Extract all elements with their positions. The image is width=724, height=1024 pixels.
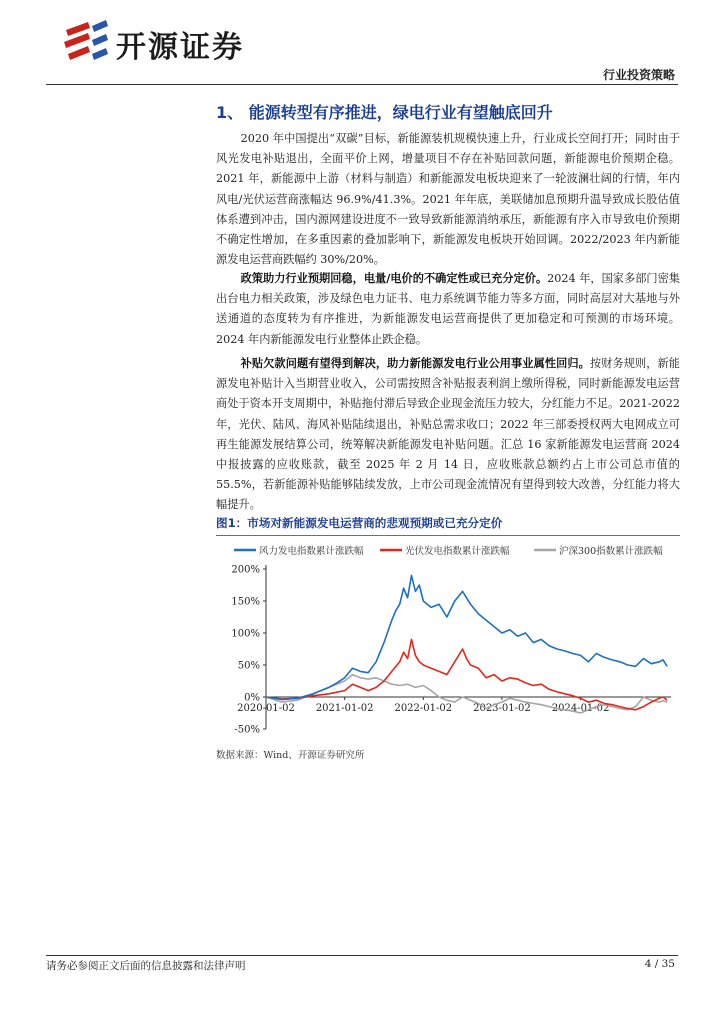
legend-label-2: 光伏发电指数累计涨跌幅: [405, 546, 510, 557]
logo-mark-icon: [64, 20, 108, 60]
paragraph-2: [216, 268, 680, 350]
x-tick-label-4: 2023-01-02: [473, 703, 531, 714]
series-line-1: [266, 575, 667, 699]
footer-disclaimer: 请务必参阅正文后面的信息披露和法律声明: [46, 960, 246, 972]
y-tick-label-5: 0%: [244, 692, 260, 704]
chart-axes: [231, 565, 671, 736]
y-tick-label-4: 50%: [237, 660, 260, 672]
section-label: 行业投资策略: [602, 68, 675, 82]
y-tick-label-1: 200%: [231, 564, 260, 576]
paragraph-3-lead: 补贴欠款问题有望得到解决，助力新能源发电行业公用事业属性回归。: [240, 356, 590, 370]
y-tick-label-3: 100%: [231, 628, 260, 640]
y-tick-label-2: 150%: [231, 596, 260, 608]
legend-label-3: 沪深300指数累计涨跌幅: [559, 546, 663, 557]
figure-title: 图1：市场对新能源发电运营商的悲观预期或已充分定价: [216, 515, 680, 536]
x-tick-label-3: 2022-01-02: [394, 703, 453, 714]
header-divider: [46, 84, 678, 85]
x-tick-label-1: 2020-01-02: [237, 703, 295, 714]
chart-legend: [234, 545, 663, 557]
paragraph-2-lead: 政策助力行业预期回稳，电量/电价的不确定性或已充分定价。: [240, 271, 548, 285]
paragraph-3: [216, 353, 680, 516]
paragraph-3-body: 按财务规则，新能源发电补贴计入当期营业收入，公司需按照含补贴报表利润上缴所得税，同时新能源发电运营商处于资本开支周期中，补贴拖付滞后导致企业现金流压力较大，分红能力不足。2021-2022 年，光伏、陆风、海风补贴陆续退出，补贴总需求收口；2022 年三部委授权两大电网成立可再生能源发展结算公司，统筹解决新能源发电补贴问题。汇总 16 家新能源发电运营商 2024 中报披露的应收账款，截至 2025 年 2 月 14 日，应收账款总额约占上市公司总市值的 55.5%，若新能源补贴能够陆续发放，上市公司现金流情况有望得到较大改善，分红能力将大幅提升。: [216, 357, 680, 512]
legend-label-1: 风力发电指数累计涨跌幅: [259, 546, 364, 557]
y-tick-label-6: -50%: [234, 724, 260, 736]
x-tick-label-5: 2024-01-02: [551, 703, 610, 714]
page-number: 4 / 35: [644, 958, 675, 970]
figure-source: 数据来源：Wind、开源证券研究所: [216, 750, 365, 761]
footer-divider: [46, 955, 678, 956]
brand-name: 开源证券: [116, 30, 244, 65]
paragraph-1: 2020 年中国提出“双碳”目标，新能源装机规模快速上升，行业成长空间打开；同时由于风光发电补贴退出，全面平价上网，增量项目不存在补贴回款问题，新能源电价预期企稳。2021 年，新能源中上游（材料与制造）和新能源发电板块迎来了一轮波澜壮阔的行情，年内风电/光伏运营商涨幅达 96.9%/41.3%。2021 年年底，美联储加息预期升温导致成长股估值体系遭到冲击，国内源网建设进度不一致导致新能源消纳承压，新能源有序入市导致电价预期不确定性增加，在多重因素的叠加影响下，新能源发电板块开始回调。2022/2023 年内新能源发电运营商跌幅约 30%/20%。: [216, 132, 680, 267]
paragraph-2-body: 2024 年，国家多部门密集出台电力相关政策，涉及绿色电力证书、电力系统调节能力等多方面，同时高层对大基地与外送通道的态度转为有序推进，为新能源发电运营商提供了更加稳定和可预测的市场环境。2024 年内新能源发电行业整体止跌企稳。: [216, 272, 680, 346]
section-title: 1、 能源转型有序推进，绿电行业有望触底回升: [216, 103, 553, 122]
chart-series: [266, 575, 667, 713]
line-chart: [216, 537, 680, 737]
x-tick-label-2: 2021-01-02: [315, 703, 374, 714]
